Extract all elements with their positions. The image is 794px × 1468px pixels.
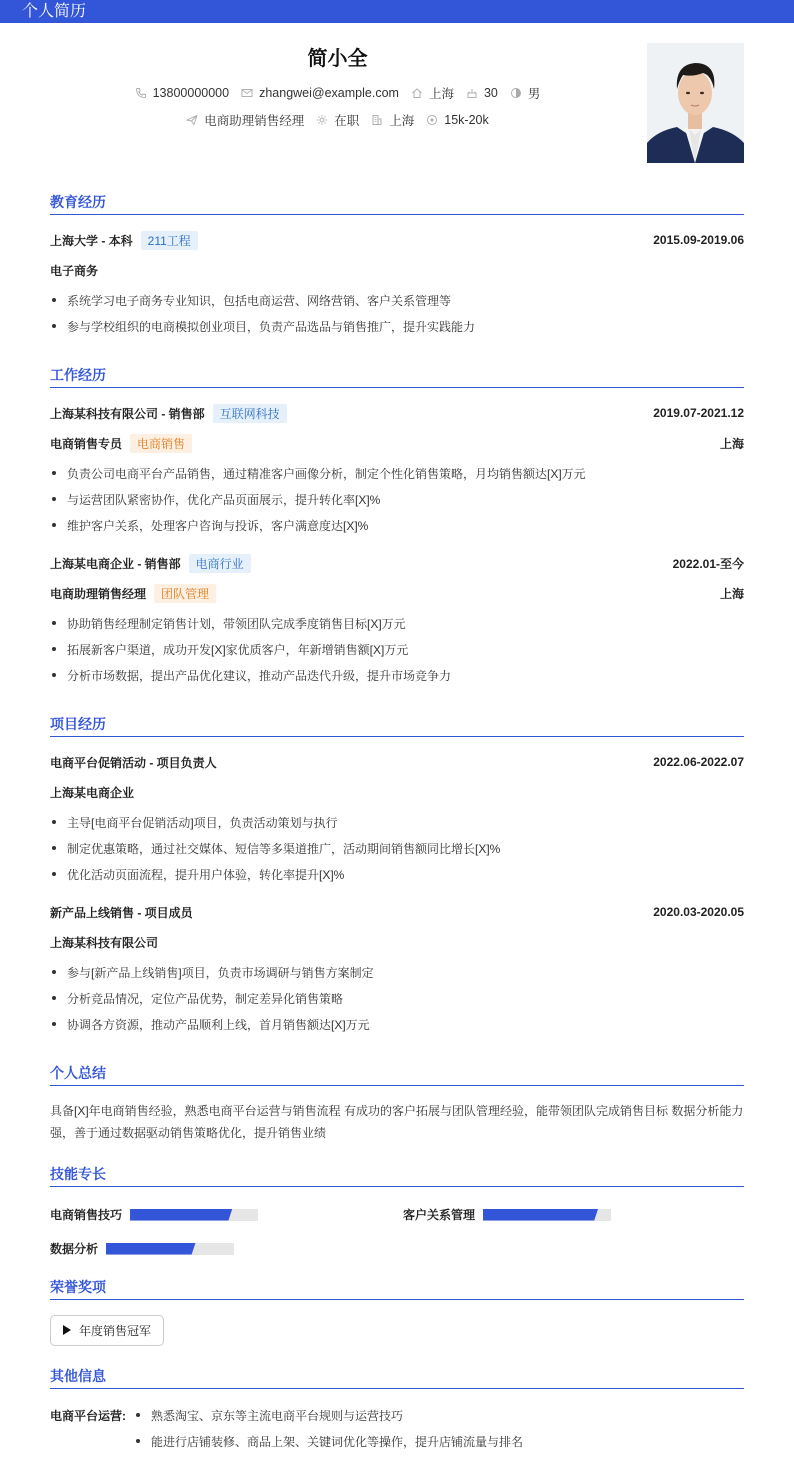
section-projects-title: 项目经历 — [50, 714, 744, 737]
age-item — [466, 86, 498, 100]
list-item: 协助销售经理制定销售计划，带领团队完成季度销售目标[X]万元 — [50, 615, 744, 632]
list-item: 协调各方资源，推动产品顺利上线，首月销售额达[X]万元 — [50, 1016, 744, 1033]
skill-item — [403, 1206, 611, 1223]
section-education-title: 教育经历 — [50, 192, 744, 215]
job-role-row — [50, 434, 744, 452]
skill-item — [50, 1240, 234, 1257]
job-company: 上海某电商企业 - 销售部 — [50, 556, 181, 571]
project-header — [50, 903, 744, 921]
phone-text: 13800000000 — [152, 86, 230, 100]
list-item: 能进行店铺装修、商品上架、关键词优化等操作，提升店铺流量与排名 — [134, 1433, 523, 1450]
skill-level-bar — [106, 1243, 234, 1255]
gender-text: 男 — [527, 87, 541, 101]
location-text: 上海 — [428, 87, 454, 101]
status-text: 在职 — [334, 114, 360, 128]
project-period: 2020.03-2020.05 — [653, 905, 744, 919]
job-role: 电商助理销售经理 — [50, 586, 147, 601]
school-tag: 211工程 — [141, 231, 198, 250]
skill-level-bar — [483, 1209, 611, 1221]
section-summary-title: 个人总结 — [50, 1063, 744, 1086]
project-header — [50, 753, 744, 771]
list-item: 参与学校组织的电商模拟创业项目，负责产品选品与销售推广，提升实践能力 — [50, 318, 744, 335]
list-item: 维护客户关系，处理客户咨询与投诉，客户满意度达[X]% — [50, 517, 744, 534]
skill-name: 数据分析 — [50, 1242, 99, 1256]
profile-photo — [647, 43, 744, 163]
job-city: 上海 — [719, 436, 744, 451]
job-city: 上海 — [719, 586, 744, 601]
city-item — [371, 111, 414, 129]
list-item: 分析竞品情况，定位产品优势，制定差异化销售策略 — [50, 990, 744, 1007]
job-header — [50, 404, 744, 422]
list-item: 与运营团队紧密协作，优化产品页面展示，提升转化率[X]% — [50, 491, 744, 508]
job-role: 电商销售专员 — [50, 436, 123, 451]
contact-row — [50, 84, 625, 102]
mail-icon — [241, 87, 253, 99]
list-item: 制定优惠策略，通过社交媒体、短信等多渠道推广，活动期间销售额同比增长[X]% — [50, 840, 744, 857]
list-item: 拓展新客户渠道，成功开发[X]家优质客户，年新增销售额[X]万元 — [50, 641, 744, 658]
phone-icon — [135, 87, 147, 99]
location-item — [411, 84, 454, 102]
city-text: 上海 — [389, 114, 415, 128]
award-name: 年度销售冠军 — [79, 1324, 152, 1338]
position-item — [186, 111, 304, 129]
triangle-right-icon — [63, 1324, 71, 1338]
page-title-bar — [0, 0, 794, 23]
email-item — [241, 86, 399, 100]
education-period: 2015.09-2019.06 — [653, 233, 744, 247]
phone-item — [135, 86, 229, 100]
other-label: 电商平台运营: — [50, 1409, 126, 1423]
list-item: 分析市场数据，提出产品优化建议，推动产品迭代升级，提升市场竞争力 — [50, 667, 744, 684]
section-skills-title: 技能专长 — [50, 1164, 744, 1187]
industry-tag: 互联网科技 — [213, 404, 287, 423]
position-text: 电商助理销售经理 — [204, 114, 305, 128]
project-name: 电商平台促销活动 - 项目负责人 — [50, 755, 217, 770]
job-info-row — [50, 111, 625, 129]
gear-icon — [316, 114, 328, 126]
industry-tag: 电商行业 — [189, 554, 251, 573]
job-header — [50, 554, 744, 572]
skill-level-fill — [130, 1209, 232, 1221]
profile-header — [50, 42, 744, 166]
cake-icon — [466, 87, 478, 99]
building-icon — [371, 114, 383, 126]
email-text: zhangwei@example.com — [259, 86, 399, 100]
job-company: 上海某科技有限公司 - 销售部 — [50, 406, 205, 421]
skill-level-fill — [483, 1209, 598, 1221]
skill-level-fill — [106, 1243, 196, 1255]
section-awards-title: 荣誉奖项 — [50, 1277, 744, 1300]
list-item: 优化活动页面流程，提升用户体验，转化率提升[X]% — [50, 866, 744, 883]
project-period: 2022.06-2022.07 — [653, 755, 744, 769]
skill-item — [50, 1206, 258, 1223]
job-period: 2019.07-2021.12 — [653, 406, 744, 420]
list-item: 参与[新产品上线销售]项目，负责市场调研与销售方案制定 — [50, 964, 744, 981]
education-entry-header — [50, 231, 744, 249]
school-name: 上海大学 - 本科 — [50, 233, 133, 248]
list-item: 系统学习电子商务专业知识，包括电商运营、网络营销、客户关系管理等 — [50, 292, 744, 309]
gender-item — [510, 84, 541, 102]
coin-icon — [426, 114, 438, 126]
job-role-row — [50, 584, 744, 602]
section-other-title: 其他信息 — [50, 1366, 744, 1389]
gender-icon — [510, 87, 522, 99]
role-tag: 团队管理 — [154, 584, 216, 603]
list-item: 主导[电商平台促销活动]项目，负责活动策划与执行 — [50, 814, 744, 831]
job-period: 2022.01-至今 — [672, 556, 744, 571]
role-tag: 电商销售 — [130, 434, 192, 453]
age-text: 30 — [483, 86, 498, 100]
project-org: 上海某电商企业 — [50, 786, 135, 800]
education-major: 电子商务 — [50, 264, 99, 278]
list-item: 熟悉淘宝、京东等主流电商平台规则与运营技巧 — [134, 1407, 403, 1424]
home-icon — [411, 87, 423, 99]
status-item — [316, 111, 359, 129]
project-org: 上海某科技有限公司 — [50, 936, 159, 950]
salary-item — [426, 113, 488, 127]
skill-level-bar — [130, 1209, 258, 1221]
candidate-name: 简小全 — [307, 48, 368, 70]
skill-name: 客户关系管理 — [403, 1208, 476, 1222]
skill-name: 电商销售技巧 — [50, 1208, 123, 1222]
page-title: 个人简历 — [22, 3, 87, 20]
section-work-title: 工作经历 — [50, 365, 744, 388]
summary-text: 具备[X]年电商销售经验，熟悉电商平台运营与销售流程 有成功的客户拓展与团队管理经验，能带领团队完成销售目标 数据分析能力强，善于通过数据驱动销售策略优化，提升销售业绩 — [50, 1104, 744, 1140]
project-name: 新产品上线销售 - 项目成员 — [50, 905, 193, 920]
award-toggle-button[interactable] — [50, 1315, 164, 1346]
list-item: 负责公司电商平台产品销售，通过精准客户画像分析，制定个性化销售策略，月均销售额达[X]万元 — [50, 465, 744, 482]
salary-text: 15k-20k — [444, 113, 489, 127]
send-icon — [186, 114, 198, 126]
